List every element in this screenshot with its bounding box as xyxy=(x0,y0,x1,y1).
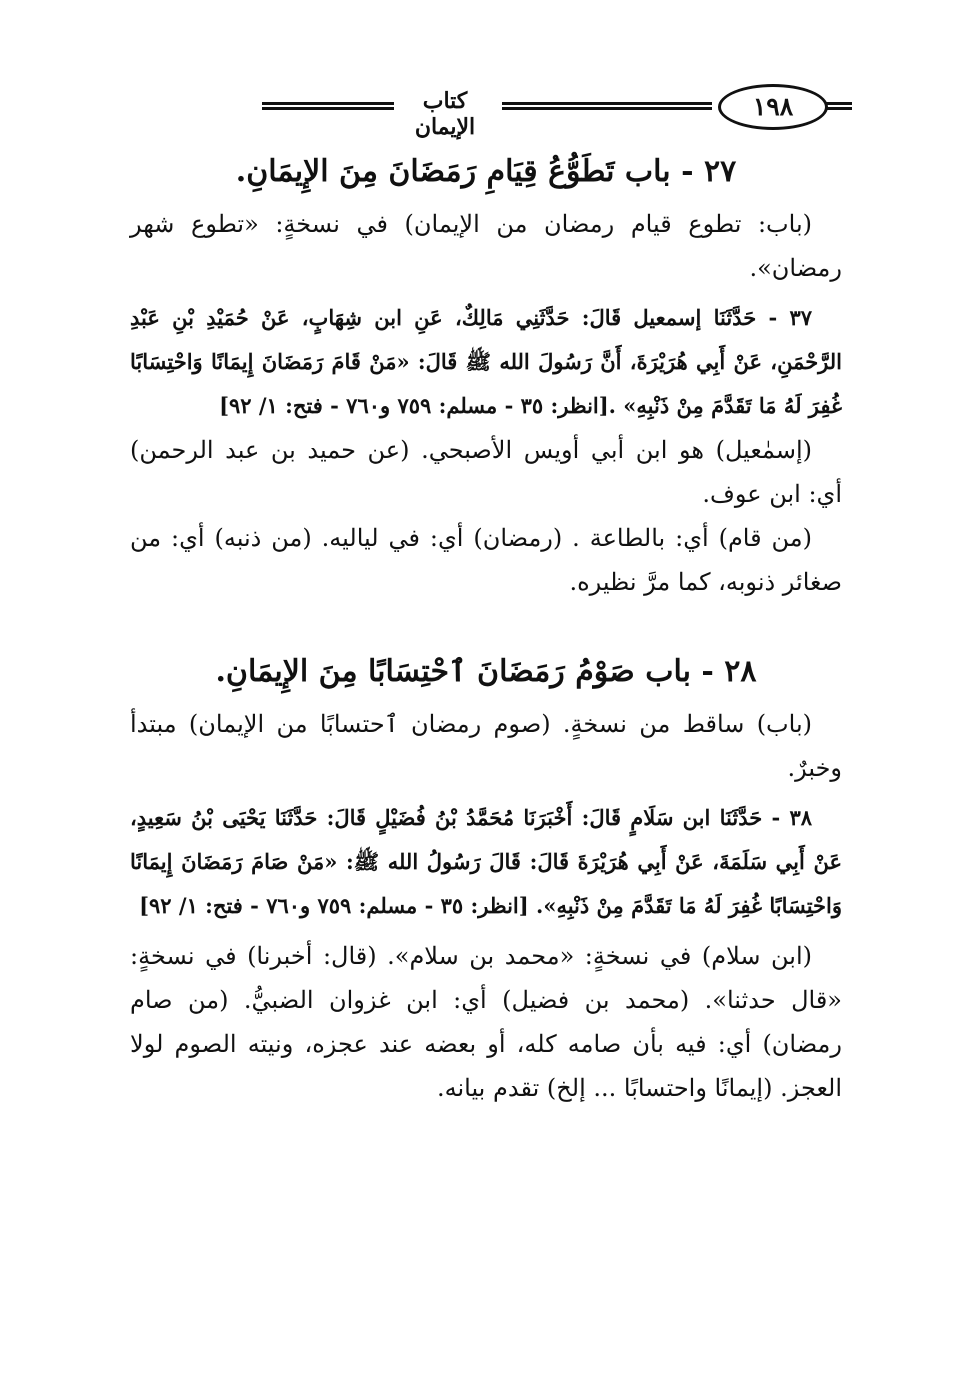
commentary-paragraph: (ابن سلام) في نسخةٍ: «محمد بن سلام». (قال: أخبرنا) في نسخةٍ: «قال حدثنا». (محمد بن فضيل) أي: ابن غزوان الضبيُّ. (من صام رمضان) أي: فيه بأن صامه كله، أو بعضه عند عجزه، ونيته الصوم لولا العجز. (إيمانًا واحتسابًا ... إلخ) تقدم بيانه. xyxy=(130,942,842,1102)
chapter-title: ٢٨ - باب صَوْمُ رَمَضَانَ ٱحْتِسَابًا مِنَ الإِيمَانِ. xyxy=(215,654,757,689)
chapter-intro: (باب: تطوع قيام رمضان من الإيمان) في نسخةٍ: «تطوع شهر رمضان». xyxy=(130,210,842,282)
page-number: ١٩٨ xyxy=(718,84,828,130)
hadith-text: ٣٨ - حَدَّثَنَا ابن سَلَامٍ قَالَ: أَخْبَرَنَا مُحَمَّدُ بْنُ فُضَيْلٍ قَالَ: حَدَّثَنَا يَحْيَى بْنُ سَعِيدٍ، عَنْ أَبِي سَلَمَةَ، عَنْ أَبِي هُرَيْرَةَ قَالَ: قَالَ رَسُولُ الله ﷺ: «مَنْ صَامَ رَمَضَانَ إِيمَانًا وَاحْتِسَابًا غُفِرَ لَهُ مَا تَقَدَّمَ مِنْ ذَنْبِهِ». [انظر: ٣٥ - مسلم: ٧٥٩ و٧٦٠ - فتح: ١/ ٩٢] xyxy=(130,805,842,918)
chapter-intro: (باب) ساقط من نسخةٍ. (صوم رمضان ٱحتسابًا من الإيمان) مبتدأ وخبرٌ. xyxy=(130,710,842,782)
page-content xyxy=(130,80,842,1110)
header-rule xyxy=(502,102,712,110)
chapter-title: ٢٧ - باب تَطَوُّعُ قِيَامِ رَمَضَانَ مِنَ الإِيمَانِ. xyxy=(235,154,737,189)
commentary-paragraph: (من قام) أي: بالطاعة . (رمضان) أي: في لياليه. (من ذنبه) أي: من صغائر ذنوبه، كما مرَّ نظيره. xyxy=(130,524,842,596)
running-header xyxy=(130,80,842,142)
running-title: كتاب الإيمان xyxy=(414,88,476,140)
commentary-paragraph: (إسمٰعيل) هو ابن أبي أويس الأصبحي. (عن حميد بن عبد الرحمن) أي: ابن عوف. xyxy=(130,436,842,508)
hadith-text: ٣٧ - حَدَّثَنَا إسمعيل قَالَ: حَدَّثَنِي مَالِكٌ، عَنِ ابن شِهَابٍ، عَنْ حُمَيْدِ بْنِ عَبْدِ الرَّحْمَنِ، عَنْ أَبِي هُرَيْرَةَ، أَنَّ رَسُولَ الله ﷺ قَالَ: «مَنْ قَامَ رَمَضَانَ إِيمَانًا وَاحْتِسَابًا غُفِرَ لَهُ مَا تَقَدَّمَ مِنْ ذَنْبِهِ» .[انظر: ٣٥ - مسلم: ٧٥٩ و٧٦٠ - فتح: ١/ ٩٢] xyxy=(130,305,842,418)
header-rule xyxy=(262,102,394,110)
